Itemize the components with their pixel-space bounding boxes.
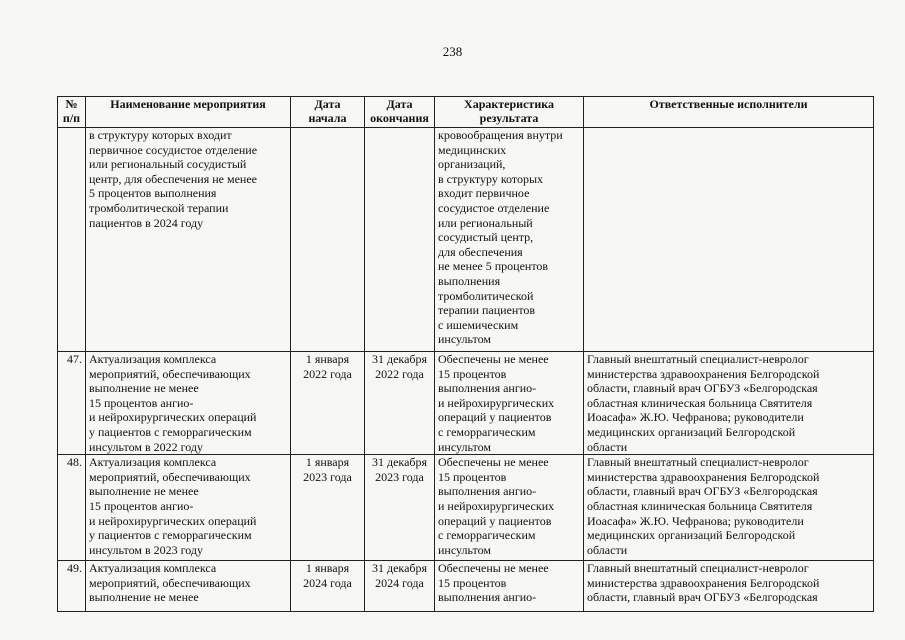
row-end-date: 31 декабря 2022 года [365,352,435,455]
row-start-date: 1 января 2023 года [291,455,365,561]
table-row [58,561,874,612]
header-result: Характеристика результата [435,97,584,128]
row-start-date [291,128,365,352]
row-num [58,128,86,352]
header-start-date: Дата начала [291,97,365,128]
activities-table [57,96,874,612]
row-num: 48. [58,455,86,561]
row-responsible: Главный внештатный специалист-невролог министерства здравоохранения Белгородской области, главный врач ОГБУЗ «Белгородская областная клиническая больница Святителя Иоасафа» Ж.Ю. Чефранова; руководители медицинских организаций Белгородской области [584,352,874,455]
row-result: кровообращения внутри медицинских организаций, в структуру которых входит первичное сосудистое отделение или региональный сосудистый центр, для обеспечения не менее 5 процентов выполнения тромболитической терапии пациентов с ишемическим инсультом [435,128,584,352]
row-responsible: Главный внештатный специалист-невролог министерства здравоохранения Белгородской области, главный врач ОГБУЗ «Белгородская областная клиническая больница Святителя Иоасафа» Ж.Ю. Чефранова; руководители медицинских организаций Белгородской области [584,455,874,561]
header-end-date: Дата окончания [365,97,435,128]
row-name: в структуру которых входит первичное сосудистое отделение или региональный сосудистый центр, для обеспечения не менее 5 процентов выполнения тромболитической терапии пациентов в 2024 году [86,128,291,352]
row-name: Актуализация комплекса мероприятий, обеспечивающих выполнение не менее 15 процентов ангио- и нейрохирургических операций у пациентов с геморрагическим инсультом в 2023 году [86,455,291,561]
row-name: Актуализация комплекса мероприятий, обеспечивающих выполнение не менее 15 процентов ангио- и нейрохирургических операций у пациентов с геморрагическим инсультом в 2022 году [86,352,291,455]
table-row [58,352,874,455]
row-end-date: 31 декабря 2024 года [365,561,435,612]
row-end-date [365,128,435,352]
row-name: Актуализация комплекса мероприятий, обеспечивающих выполнение не менее [86,561,291,612]
header-responsible: Ответственные исполнители [584,97,874,128]
row-responsible [584,128,874,352]
row-num: 47. [58,352,86,455]
row-responsible: Главный внештатный специалист-невролог министерства здравоохранения Белгородской области, главный врач ОГБУЗ «Белгородская [584,561,874,612]
table-header-row [58,97,874,128]
page-number: 238 [442,44,463,59]
row-result: Обеспечены не менее 15 процентов выполнения ангио- [435,561,584,612]
row-end-date: 31 декабря 2023 года [365,455,435,561]
row-start-date: 1 января 2022 года [291,352,365,455]
table-row [58,128,874,352]
row-start-date: 1 января 2024 года [291,561,365,612]
row-result: Обеспечены не менее 15 процентов выполнения ангио- и нейрохирургических операций у пациентов с геморрагическим инсультом [435,455,584,561]
table-row [58,455,874,561]
header-num: № п/п [58,97,86,128]
header-name: Наименование мероприятия [86,97,291,128]
row-result: Обеспечены не менее 15 процентов выполнения ангио- и нейрохирургических операций у пациентов с геморрагическим инсультом [435,352,584,455]
row-num: 49. [58,561,86,612]
